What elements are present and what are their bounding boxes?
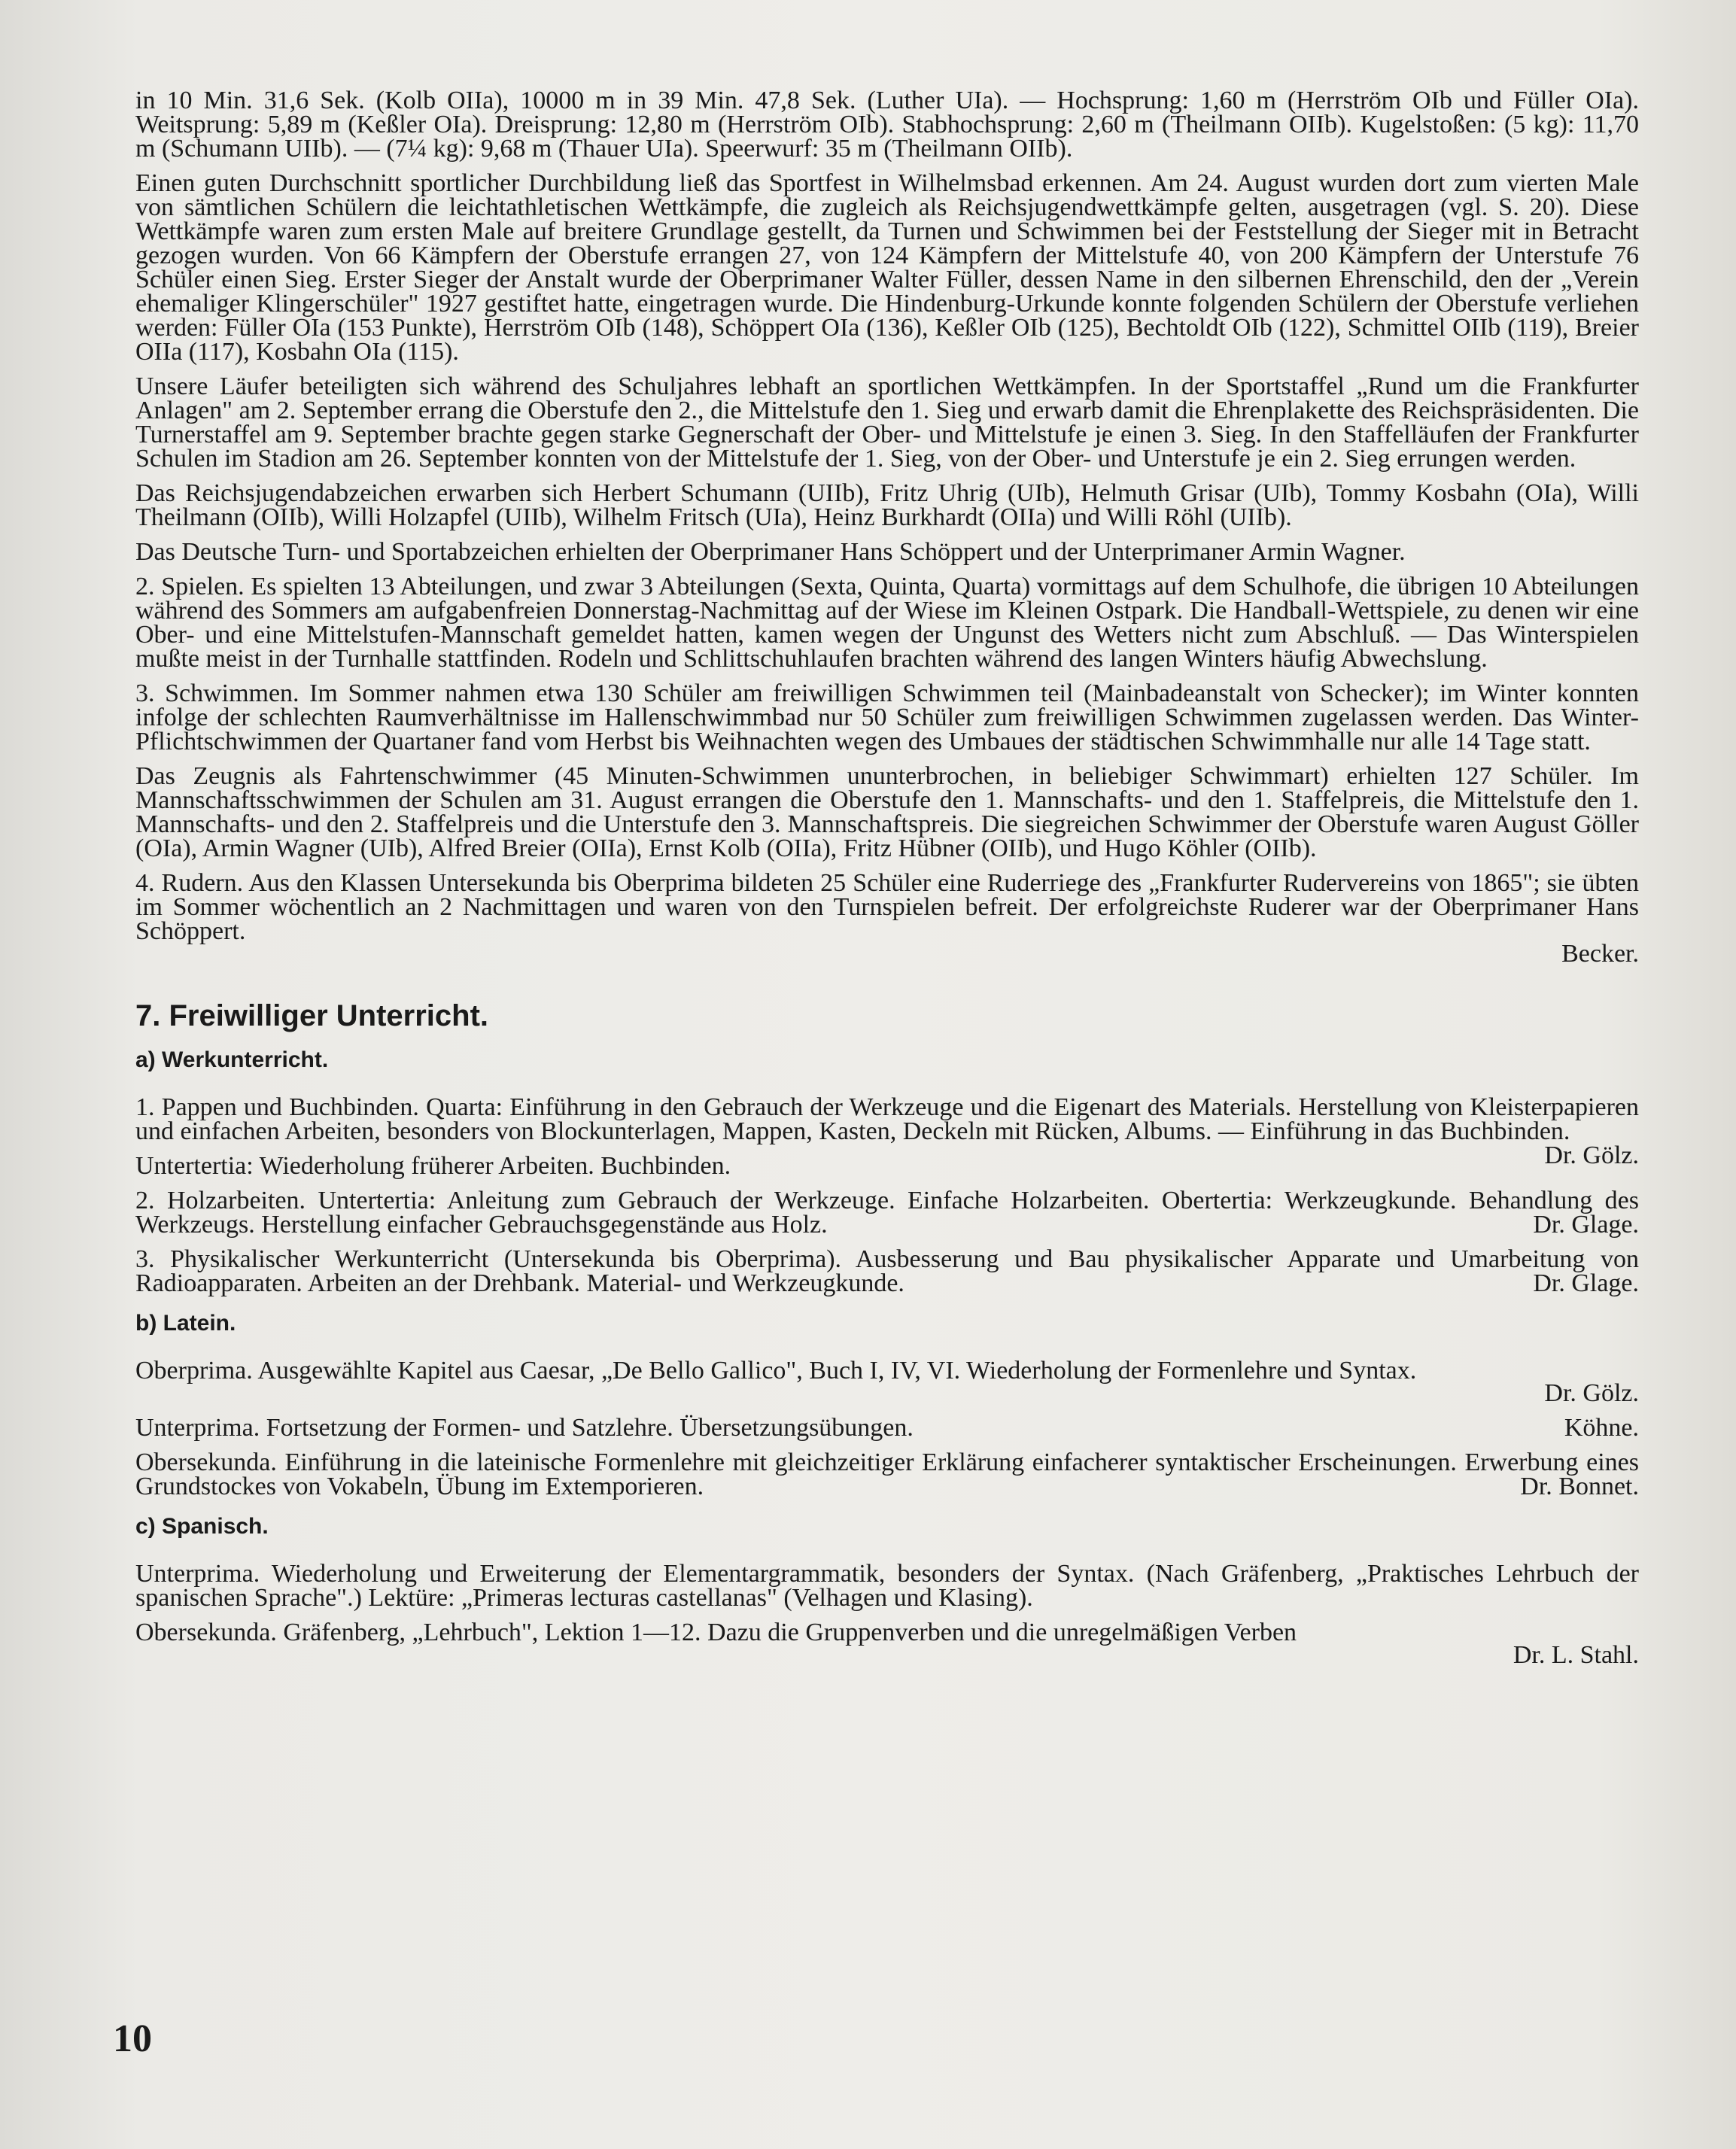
paragraph-fahrtenschwimmer: Das Zeugnis als Fahrtenschwimmer (45 Minuten-Schwimmen ununterbrochen, in beliebiger Schwimmart) erhielten 127 Schüler. Im Mannschaftsschwimmen der Schulen am 31. August errangen die Oberstufe den 1. Mannschafts- und den 1. Staffelpreis, die Mittelstufe den 1. Mannschafts- und den 2. Staffelpreis und die Unterstufe den 3. Mannschaftspreis. Die siegreichen Schwimmer der Oberstufe waren August Göller (OIa), Armin Wagner (UIb), Alfred Breier (OIIa), Ernst Kolb (OIIa), Fritz Hübner (OIIb), und Hugo Köhler (OIIb). (135, 762, 1639, 862)
paragraph-spanisch-unterprima: Unterprima. Wiederholung und Erweiterung der Elementargrammatik, besonders der Syntax. (Nach Gräfenberg, „Praktisches Lehrbuch der spanischen Sprache".) Lektüre: „Primeras lecturas castellanas" (Velhagen und Klasing). (135, 1560, 1639, 1612)
paragraph-untertertia: Untertertia: Wiederholung früherer Arbeiten. Buchbinden. (135, 1152, 731, 1180)
page-number: 10 (113, 2017, 152, 2060)
paragraph-latein-oberprima (135, 1359, 1639, 1406)
paragraph-physikalisch (135, 1245, 1639, 1297)
paragraph-spielen: 2. Spielen. Es spielten 13 Abteilungen, und zwar 3 Abteilungen (Sexta, Quinta, Quarta) vormittags auf dem Schulhofe, die übrigen 10 Abteilungen während des Sommers am aufgabenfreien Donnerstag-Nachmittag auf der Wiese im Kleinen Ostpark. Die Handball-Wettspiele, zu denen wir eine Ober- und eine Mittelstufen-Mannschaft gemeldet hatten, kamen wegen der Ungunst des Wetters nicht zum Abschluß. — Das Winterspielen mußte meist in der Turnhalle stattfinden. Rodeln und Schlittschuhlaufen brachten während des langen Winters häufig Abwechslung. (135, 573, 1639, 673)
subsection-latein: b) Latein. (135, 1311, 236, 1336)
physikalisch-text: 3. Physikalischer Werkunterricht (Untersekunda bis Oberprima). Ausbesserung und Bau physikalischer Apparate und Umarbeitung von Radioapparaten. Arbeiten an der Drehbank. Material- und Werkzeugkunde. (135, 1245, 1639, 1297)
paragraph-sportabzeichen: Das Deutsche Turn- und Sportabzeichen erhielten der Oberprimaner Hans Schöppert und der Unterprimaner Armin Wagner. (135, 538, 1406, 566)
paragraph-runners: Unsere Läufer beteiligten sich während des Schuljahres lebhaft an sportlichen Wettkämpfen. In der Sportstaffel „Rund um die Frankfurter Anlagen" am 2. September errang die Oberstufe den 2., die Mittelstufe den 1. Sieg und erwarb damit die Ehrenplakette des Reichspräsidenten. Die Turnerstaffel am 9. September brachte gegen starke Gegnerschaft der Ober- und Mittelstufe je einen 3. Sieg. In den Staffelläufen der Frankfurter Schulen im Stadion am 26. September konnten von der Mittelstufe der 1. Sieg, von der Ober- und Unterstufe je ein 2. Sieg errungen werden. (135, 372, 1639, 473)
rudern-text: 4. Rudern. Aus den Klassen Untersekunda bis Oberprima bildeten 25 Schüler eine Ruderriege des „Frankfurter Rudervereins von 1865"; sie übten im Sommer wöchentlich an 2 Nachmittagen und waren von den Turnspielen befreit. Der erfolgreichste Ruderer war der Oberprimaner Hans Schöppert. (135, 869, 1639, 945)
signature-glage: Dr. Glage. (1533, 1211, 1639, 1239)
subsection-spanisch: c) Spanisch. (135, 1514, 269, 1539)
paragraph-spanisch-obersekunda (135, 1621, 1639, 1667)
paragraph-latein-obersekunda (135, 1448, 1639, 1500)
signature-stahl: Dr. L. Stahl. (1513, 1641, 1639, 1669)
page-body (135, 89, 1639, 1678)
paragraph-sportfest: Einen guten Durchschnitt sportlicher Durchbildung ließ das Sportfest in Wilhelmsbad erkennen. Am 24. August wurden dort zum vierten Male von sämtlichen Schülern die leichtathletischen Wettkämpfe, die zugleich als Reichsjugendwettkämpfe gelten, ausgetragen (vgl. S. 20). Diese Wettkämpfe waren zum ersten Male auf breitere Grundlage gestellt, da Turnen und Schwimmen bei der Feststellung der Sieger mit in Betracht gezogen wurden. Von 66 Kämpfern der Oberstufe errangen 27, von 124 Kämpfern der Mittelstufe 40, von 200 Kämpfern der Unterstufe 76 Schüler einen Sieg. Erster Sieger der Anstalt wurde der Oberprimaner Walter Füller, dessen Name in den silbernen Ehrenschild, den der „Verein ehemaliger Klingerschüler" 1927 gestiftet hatte, eingetragen wurde. Die Hindenburg-Urkunde konnte folgenden Schülern der Oberstufe verliehen werden: Füller OIa (153 Punkte), Herrström OIb (148), Schöppert OIa (136), Keßler OIb (125), Bechtoldt OIb (122), Schmittel OIIb (119), Breier OIIa (117), Kosbahn OIa (115). (135, 169, 1639, 366)
section-title: 7. Freiwilliger Unterricht. (135, 999, 489, 1032)
holzarbeiten-text: 2. Holzarbeiten. Untertertia: Anleitung zum Gebrauch der Werkzeuge. Einfache Holzarbeiten. Obertertia: Werkzeugkunde. Behandlung des Werkzeugs. Herstellung einfacher Gebrauchsgegenstände aus Holz. (135, 1187, 1639, 1239)
signature-becker: Becker. (1561, 940, 1639, 968)
signature-goelz-2: Dr. Gölz. (1544, 1379, 1639, 1407)
latein-obersekunda-text: Obersekunda. Einführung in die lateinische Formenlehre mit gleichzeitiger Erklärung einfacherer syntaktischer Erscheinungen. Erwerbung eines Grundstockes von Vokabeln, Übung im Extemporieren. (135, 1448, 1639, 1500)
signature-goelz: Dr. Gölz. (1544, 1141, 1639, 1169)
paragraph-athletics-results: in 10 Min. 31,6 Sek. (Kolb OIIa), 10000 m in 39 Min. 47,8 Sek. (Luther UIa). — Hochsprung: 1,60 m (Herrström OIb und Füller OIa). Weitsprung: 5,89 m (Keßler OIa). Dreisprung: 12,80 m (Herrström OIb). Stabhochsprung: 2,60 m (Theilmann OIIb). Kugelstoßen: (5 kg): 11,70 m (Schumann UIIb). — (7¼ kg): 9,68 m (Thauer UIa). Speerwurf: 35 m (Theilmann OIIb). (135, 87, 1639, 163)
latein-oberprima-text: Oberprima. Ausgewählte Kapitel aus Caesar, „De Bello Gallico", Buch I, IV, VI. Wiederholung der Formenlehre und Syntax. (135, 1357, 1417, 1385)
pappen-text: 1. Pappen und Buchbinden. Quarta: Einführung in den Gebrauch der Werkzeuge und die Eigenart des Materials. Herstellung von Kleisterpapieren und einfachen Arbeiten, besonders von Blockunterlagen, Mappen, Kasten, Deckeln mit Rücken, Albums. — Einführung in das Buchbinden. (135, 1093, 1639, 1145)
paragraph-rudern (135, 871, 1639, 966)
paragraph-schwimmen: 3. Schwimmen. Im Sommer nahmen etwa 130 Schüler am freiwilligen Schwimmen teil (Mainbadeanstalt von Schecker); im Winter konnten infolge der schlechten Raumverhältnisse im Hallenschwimmbad nur 50 Schüler zum freiwilligen Schwimmen zugelassen werden. Das Winter-Pflichtschwimmen der Quartaner fand vom Herbst bis Weihnachten wegen des Umbaues der städtischen Schwimmhalle nur alle 14 Tage statt. (135, 679, 1639, 755)
paragraph-holzarbeiten (135, 1189, 1639, 1237)
subsection-werkunterricht: a) Werkunterricht. (135, 1047, 329, 1072)
signature-bonnet: Dr. Bonnet. (1520, 1473, 1639, 1500)
signature-koehne: Köhne. (1564, 1414, 1639, 1442)
signature-glage-2: Dr. Glage. (1533, 1269, 1639, 1297)
paragraph-reichsjugendabzeichen: Das Reichsjugendabzeichen erwarben sich Herbert Schumann (UIIb), Fritz Uhrig (UIb), Helmuth Grisar (UIb), Tommy Kosbahn (OIa), Willi Theilmann (OIIb), Willi Holzapfel (UIIb), Wilhelm Fritsch (UIa), Heinz Burkhardt (OIIa) und Willi Röhl (UIIb). (135, 479, 1639, 531)
paragraph-latein-unterprima (135, 1416, 1639, 1440)
latein-unterprima-text: Unterprima. Fortsetzung der Formen- und Satzlehre. Übersetzungsübungen. (135, 1414, 914, 1442)
spanisch-obersekunda-text: Obersekunda. Gräfenberg, „Lehrbuch", Lektion 1—12. Dazu die Gruppenverben und die unregelmäßigen Verben (135, 1619, 1297, 1646)
